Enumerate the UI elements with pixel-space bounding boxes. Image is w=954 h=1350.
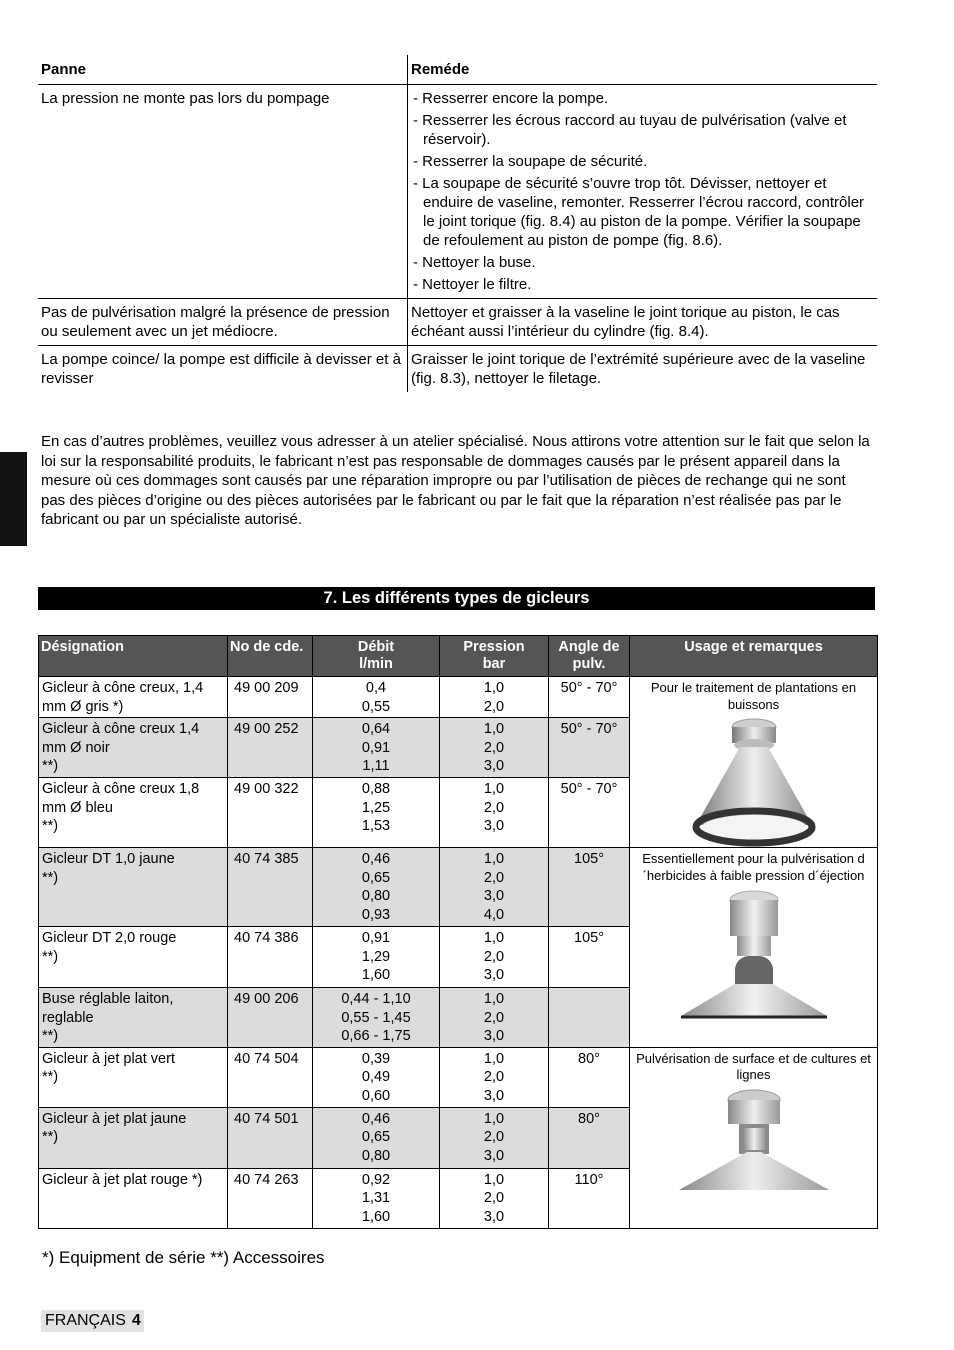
order-number-cell: 40 74 386	[228, 927, 313, 988]
angle-cell: 50° - 70°	[549, 677, 630, 718]
footer-language: FRANÇAIS	[45, 1312, 126, 1329]
pression-value: 3,0	[483, 758, 505, 774]
accessory-mark: **)	[42, 1129, 59, 1145]
designation-cell	[39, 927, 228, 988]
debit-value: 0,46	[361, 1110, 391, 1127]
panne-cell: La pression ne monte pas lors du pompage	[38, 85, 408, 299]
footnote: *) Equipment de série **) Accessoires	[42, 1248, 325, 1267]
debit-value: 0,66 - 1,75	[341, 1028, 411, 1044]
table-row	[39, 848, 878, 927]
debit-cell	[313, 1107, 440, 1168]
pression-value: 2,0	[483, 869, 505, 886]
remede-cell: Nettoyer et graisser à la vaseline le joint torique au piston, le cas échéant aussi l’intérieur du cylindre (fig. 8.4).	[408, 299, 878, 346]
order-number-cell: 49 00 252	[228, 718, 313, 778]
angle-cell: 105°	[549, 848, 630, 927]
order-number-cell: 49 00 206	[228, 988, 313, 1048]
remede-item: - Resserrer encore la pompe.	[413, 90, 609, 107]
debit-cell	[313, 1168, 440, 1228]
order-number-cell: 40 74 385	[228, 848, 313, 927]
order-number-cell: 40 74 501	[228, 1107, 313, 1168]
pression-value: 1,0	[483, 781, 505, 797]
debit-value: 0,39	[361, 1050, 391, 1067]
remede-item: - Nettoyer la buse.	[413, 254, 536, 271]
accessory-mark: **)	[42, 818, 59, 834]
troubleshooting-table	[38, 55, 877, 392]
pression-value: 2,0	[483, 1190, 505, 1206]
designation-text: Gicleur à cône creux 1,4 mm Ø noir	[42, 721, 200, 756]
remede-cell: Graisser le joint torique de l’extrémité supérieure avec de la vaseline (fig. 8.3), nettoyer le filetage.	[411, 351, 866, 387]
debit-cell	[313, 778, 440, 848]
hollow-cone-nozzle-image	[684, 717, 824, 847]
header-debit	[313, 636, 440, 677]
debit-cell	[313, 677, 440, 718]
debit-value: 0,49	[361, 1069, 391, 1085]
table-row	[38, 346, 877, 393]
debit-cell	[313, 927, 440, 988]
pression-value: 4,0	[483, 906, 505, 923]
debit-value: 0,80	[361, 1147, 391, 1164]
debit-value: 0,55	[361, 698, 391, 715]
pression-value: 1,0	[483, 930, 505, 946]
pression-value: 1,0	[483, 851, 505, 867]
debit-value: 1,31	[361, 1190, 391, 1206]
header-pression-label: Pression	[463, 639, 525, 655]
order-number-cell: 49 00 322	[228, 778, 313, 848]
debit-cell	[313, 1047, 440, 1107]
page-number: 4	[131, 1312, 141, 1329]
designation-cell: Gicleur à jet plat rouge *)	[39, 1168, 228, 1228]
pression-value: 2,0	[483, 948, 505, 965]
angle-cell	[549, 988, 630, 1048]
page-footer	[41, 1310, 144, 1332]
remede-item: - Nettoyer le filtre.	[413, 276, 532, 293]
pression-value: 1,0	[483, 991, 505, 1007]
debit-value: 0,46	[361, 851, 391, 867]
remede-item: - La soupape de sécurité s’ouvre trop tôt. Dévisser, nettoyer et enduire de vaseline, remonter. Resserrer l’écrou raccord, contrôler le joint torique (fig. 8.4) au piston de la pompe. Vérifier la soupape de refoulement au piston de pompe (fig. 8.6).	[413, 175, 865, 249]
table-row	[39, 1047, 878, 1107]
table-row	[39, 677, 878, 718]
debit-value: 0,93	[361, 906, 391, 923]
order-number-cell: 40 74 504	[228, 1047, 313, 1107]
angle-cell: 50° - 70°	[549, 718, 630, 778]
order-number-cell: 40 74 263	[228, 1168, 313, 1228]
usage-cell	[630, 1047, 878, 1228]
debit-value: 0,64	[361, 721, 391, 737]
pression-value: 3,0	[483, 1087, 505, 1104]
section-title: 7. Les différents types de gicleurs	[38, 587, 875, 610]
usage-text: Pulvérisation de surface et de cultures et lignes	[636, 1050, 871, 1082]
debit-value: 1,29	[361, 948, 391, 965]
pression-value: 1,0	[483, 1171, 505, 1188]
header-angle-label: Angle de	[558, 639, 620, 655]
table-header-row	[38, 55, 877, 85]
debit-cell	[313, 718, 440, 778]
panne-cell: Pas de pulvérisation malgré la présence de pression ou seulement avec un jet médiocre.	[38, 299, 408, 346]
pression-value: 3,0	[483, 818, 505, 834]
angle-cell: 80°	[549, 1107, 630, 1168]
pression-cell	[440, 677, 549, 718]
usage-cell	[630, 677, 878, 848]
liability-paragraph: En cas d’autres problèmes, veuillez vous adresser à un atelier spécialisé. Nous attirons votre attention sur le fait que selon la loi sur la responsabilité produits, le fabricant n’est pas responsable de dommages causés par le présent appareil dans la mesure où ces dommages sont causés par une réparation impropre ou par l’utilisation de pièces de rechange qui ne sont pas des pièces d’origine ou des pièces autorisées par le fabricant ou par le fait que la réparation n’est réalisée pas par le fabricant ou par un spécialiste autorisé.	[41, 433, 870, 528]
accessory-mark: **)	[42, 869, 59, 886]
designation-text: Buse réglable laiton, reglable	[42, 991, 174, 1026]
order-number-cell: 49 00 209	[228, 677, 313, 718]
table-header-row	[39, 636, 878, 677]
designation-cell	[39, 1047, 228, 1107]
debit-value: 1,53	[361, 818, 391, 834]
debit-value: 0,88	[361, 781, 391, 797]
pression-value: 3,0	[483, 1147, 505, 1164]
dt-nozzle-image	[679, 888, 829, 1023]
designation-text: Gicleur à jet plat vert	[42, 1050, 175, 1067]
remede-cell	[408, 85, 878, 299]
pression-value: 1,0	[483, 1110, 505, 1127]
accessory-mark: **)	[42, 1028, 59, 1044]
accessory-mark: **)	[42, 758, 59, 774]
pression-value: 2,0	[483, 1009, 505, 1026]
pression-cell	[440, 1107, 549, 1168]
debit-value: 0,91	[361, 739, 391, 756]
debit-value: 0,92	[361, 1171, 391, 1188]
pression-value: 1,0	[483, 680, 505, 696]
pression-value: 2,0	[483, 799, 505, 816]
debit-value: 0,44 - 1,10	[341, 991, 411, 1007]
designation-text: Gicleur à cône creux 1,8 mm Ø bleu	[42, 781, 200, 816]
pression-cell	[440, 778, 549, 848]
remede-item: - Resserrer les écrous raccord au tuyau de pulvérisation (valve et réservoir).	[413, 112, 847, 148]
angle-cell: 105°	[549, 927, 630, 988]
header-no-cde: No de cde.	[228, 636, 313, 677]
usage-text: Essentiellement pour la pulvérisation d´herbicides à faible pression d´éjection	[642, 851, 865, 883]
debit-value: 0,55 - 1,45	[341, 1009, 411, 1026]
accessory-mark: **)	[42, 948, 59, 965]
pression-cell	[440, 988, 549, 1048]
debit-value: 1,60	[361, 967, 391, 983]
header-pression	[440, 636, 549, 677]
debit-cell	[313, 988, 440, 1048]
pression-value: 1,0	[483, 1050, 505, 1067]
usage-cell	[630, 848, 878, 1048]
pression-value: 3,0	[483, 967, 505, 983]
debit-value: 1,25	[361, 799, 391, 816]
designation-text: Gicleur DT 1,0 jaune	[42, 851, 175, 867]
pression-value: 3,0	[483, 1028, 505, 1044]
designation-cell	[39, 718, 228, 778]
header-usage: Usage et remarques	[630, 636, 878, 677]
debit-value: 0,65	[361, 1129, 391, 1145]
pression-cell	[440, 718, 549, 778]
debit-value: 1,11	[362, 758, 390, 774]
debit-value: 0,65	[361, 869, 391, 886]
pression-cell	[440, 927, 549, 988]
designation-text: Gicleur DT 2,0 rouge	[42, 930, 177, 946]
pression-value: 3,0	[483, 888, 505, 904]
angle-cell: 80°	[549, 1047, 630, 1107]
designation-cell	[39, 988, 228, 1048]
header-angle-label-2: pulv.	[572, 656, 606, 672]
panne-cell: La pompe coince/ la pompe est difficile à devisser et à revisser	[38, 346, 408, 393]
debit-value: 0,91	[361, 930, 391, 946]
header-panne: Panne	[38, 55, 408, 85]
debit-value: 0,80	[361, 888, 391, 904]
accessory-mark: **)	[42, 1069, 59, 1085]
pression-cell	[440, 1047, 549, 1107]
angle-cell: 50° - 70°	[549, 778, 630, 848]
header-designation: Désignation	[39, 636, 228, 677]
pression-cell	[440, 848, 549, 927]
debit-value: 1,60	[361, 1208, 391, 1225]
debit-value: 0,60	[361, 1087, 391, 1104]
table-row	[38, 299, 877, 346]
angle-cell: 110°	[549, 1168, 630, 1228]
table-row	[38, 85, 877, 299]
designation-cell: Gicleur à cône creux, 1,4 mm Ø gris *)	[39, 677, 228, 718]
pression-value: 2,0	[483, 1069, 505, 1085]
header-pression-unit: bar	[482, 656, 506, 672]
usage-text: Pour le traitement de plantations en buissons	[650, 680, 857, 712]
designation-cell	[39, 1107, 228, 1168]
remede-item: - Resserrer la soupape de sécurité.	[413, 153, 648, 170]
designation-text: Gicleur à jet plat jaune	[42, 1110, 187, 1127]
header-debit-unit: l/min	[359, 656, 393, 672]
debit-cell	[313, 848, 440, 927]
flat-jet-nozzle-image	[679, 1088, 829, 1203]
pression-value: 2,0	[483, 698, 505, 715]
pression-value: 2,0	[483, 739, 505, 756]
debit-value: 0,4	[365, 680, 387, 696]
header-remede: Reméde	[408, 55, 878, 85]
pression-value: 2,0	[483, 1129, 505, 1145]
nozzle-table	[38, 635, 878, 1229]
pression-value: 1,0	[483, 721, 505, 737]
pression-cell	[440, 1168, 549, 1228]
designation-cell	[39, 848, 228, 927]
designation-cell	[39, 778, 228, 848]
header-angle	[549, 636, 630, 677]
language-side-tab	[0, 452, 27, 546]
pression-value: 3,0	[483, 1208, 505, 1225]
header-debit-label: Débit	[357, 639, 395, 655]
